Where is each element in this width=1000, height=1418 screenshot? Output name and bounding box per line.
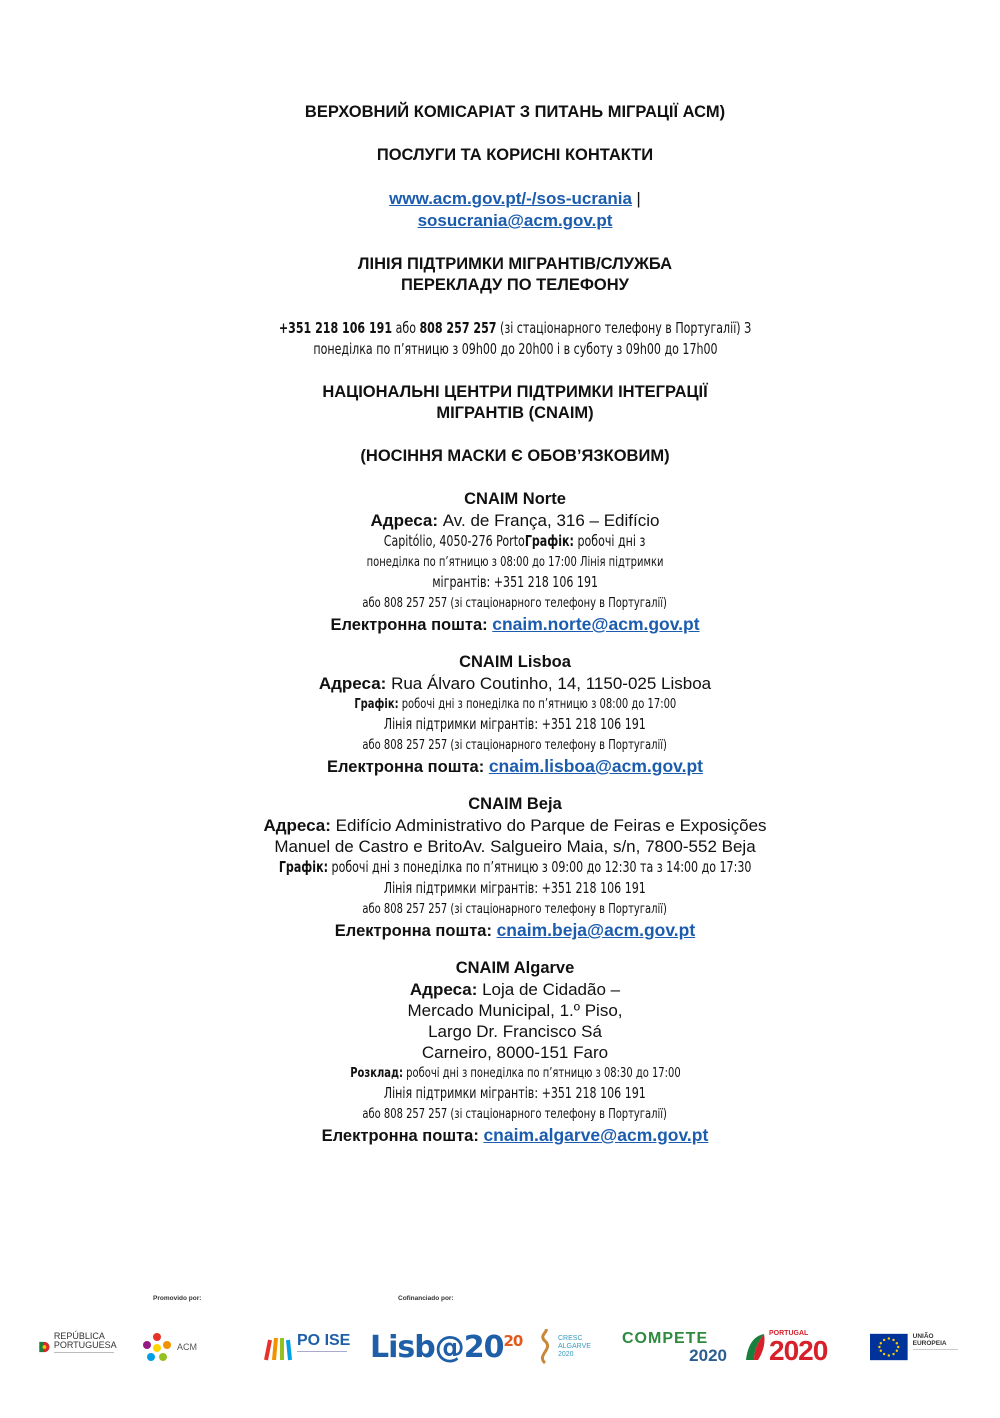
support-line: Лінія підтримки мігрантів: +351 218 106 191 xyxy=(383,715,647,733)
republica-portuguesa-logo xyxy=(38,1325,128,1369)
support-note: (зі стаціонарного телефону в Португалії) З xyxy=(499,319,752,337)
schedule-line: понеділка по п’ятницю з 08:00 до 17:00 Лінія підтримки xyxy=(366,554,664,570)
eu-flag-icon xyxy=(870,1333,908,1361)
schedule-line: робочі дні з понеділка по п’ятницю з 08:00 до 17:00 xyxy=(401,696,676,712)
alt-phone: або 808 257 257 (зі стаціонарного телефону в Португалії) xyxy=(362,737,668,753)
schedule-line: робочі дні з понеділка по п’ятницю з 09:00 до 12:30 та з 14:00 до 17:30 xyxy=(331,858,752,876)
support-phone-1: +351 218 106 191 xyxy=(278,319,393,337)
compete-year: 2020 xyxy=(689,1345,727,1365)
lisboa-sup-text: 20 xyxy=(503,1331,523,1350)
lisboa-2020-logo xyxy=(370,1325,523,1369)
support-line: Лінія підтримки мігрантів: +351 218 106 191 xyxy=(383,1084,647,1102)
address-line: Capitólio, 4050-276 Porto xyxy=(384,532,526,550)
address-label: Адреса: xyxy=(263,816,331,835)
address-line: Manuel de Castro e BritoAv. Salgueiro Maia, s/n, 7800-552 Beja xyxy=(274,837,756,856)
support-line-title-1: ЛІНІЯ ПІДТРИМКИ МІГРАНТІВ/СЛУЖБА xyxy=(357,255,673,273)
schedule-label: Графік: xyxy=(278,858,328,876)
poise-logo xyxy=(262,1325,352,1369)
compete-2020-logo xyxy=(622,1325,732,1369)
support-or: або xyxy=(395,319,416,337)
alt-phone: або 808 257 257 (зі стаціонарного телефону в Португалії) xyxy=(362,901,668,917)
portugal-2020-flag-icon xyxy=(744,1332,766,1362)
email-label: Електронна пошта: xyxy=(330,616,488,634)
cofinanced-by-label: Cofinanciado por: xyxy=(398,1295,454,1302)
footer-logos xyxy=(36,1325,966,1369)
schedule-label: Графік: xyxy=(525,532,575,550)
center-beja-name: CNAIM Beja xyxy=(468,795,562,813)
support-line: Лінія підтримки мігрантів: +351 218 106 191 xyxy=(383,879,647,897)
poise-people-icon xyxy=(262,1332,294,1362)
address-line: Edifício Administrativo do Parque de Feiras e Exposições xyxy=(335,816,767,835)
uniao-europeia-logo xyxy=(870,1325,966,1369)
address-line: Rua Álvaro Coutinho, 14, 1150-025 Lisboa xyxy=(391,674,712,693)
cresc-algarve-logo xyxy=(534,1325,606,1369)
portugal-2020-small-text: PORTUGAL xyxy=(769,1330,809,1337)
support-line-title-2: ПЕРЕКЛАДУ ПО ТЕЛЕФОНУ xyxy=(401,276,629,294)
address-label: Адреса: xyxy=(370,511,438,530)
email-link-lisboa[interactable]: cnaim.lisboa@acm.gov.pt xyxy=(488,756,703,776)
center-algarve-name: CNAIM Algarve xyxy=(455,959,575,977)
schedule-label: Розклад: xyxy=(349,1065,403,1081)
portugal-2020-logo xyxy=(744,1325,854,1369)
address-line: Largo Dr. Francisco Sá xyxy=(428,1022,602,1041)
email-link-beja[interactable]: cnaim.beja@acm.gov.pt xyxy=(496,920,696,940)
support-phone-2: 808 257 257 xyxy=(419,319,497,337)
address-line: Av. de França, 316 – Edifício xyxy=(442,511,660,530)
email-label: Електронна пошта: xyxy=(327,758,485,776)
republica-emblem-icon xyxy=(38,1335,51,1359)
acm-text: ACM xyxy=(177,1342,197,1352)
cresc-swirl-icon xyxy=(534,1329,556,1365)
support-line: мігрантів: +351 218 106 191 xyxy=(432,573,598,591)
portugal-2020-year: 2020 xyxy=(769,1335,828,1366)
email-label: Електронна пошта: xyxy=(321,1127,479,1145)
address-line: Loja de Cidadão – xyxy=(482,980,621,999)
lisboa-text: Lisb@20 xyxy=(370,1329,504,1365)
main-email-link[interactable]: sosucrania@acm.gov.pt xyxy=(417,211,613,230)
address-label: Адреса: xyxy=(318,674,387,693)
alt-phone: або 808 257 257 (зі стаціонарного телефону в Португалії) xyxy=(362,595,668,611)
cresc-text: CRESC ALGARVE 2020 xyxy=(558,1335,591,1358)
center-norte xyxy=(130,489,900,636)
document-content xyxy=(130,102,900,1147)
support-line-info xyxy=(130,318,900,360)
website-link[interactable]: www.acm.gov.pt/-/sos-ucrania xyxy=(389,189,632,208)
address-line: Carneiro, 8000-151 Faro xyxy=(421,1043,609,1062)
address-line: Mercado Municipal, 1.º Piso, xyxy=(407,1001,623,1020)
email-label: Електронна пошта: xyxy=(334,922,492,940)
email-link-algarve[interactable]: cnaim.algarve@acm.gov.pt xyxy=(483,1125,709,1145)
email-link-norte[interactable]: cnaim.norte@acm.gov.pt xyxy=(492,614,700,634)
center-algarve xyxy=(130,958,900,1147)
mask-notice: (НОСІННЯ МАСКИ Є ОБОВ’ЯЗКОВИМ) xyxy=(360,447,670,465)
schedule-line: робочі дні з понеділка по п’ятницю з 08:30 до 17:00 xyxy=(405,1065,681,1081)
address-label: Адреса: xyxy=(409,980,478,999)
center-lisboa-name: CNAIM Lisboa xyxy=(459,653,571,671)
main-title: ВЕРХОВНИЙ КОМІСАРІАТ З ПИТАНЬ МІГРАЦІЇ АСМ) xyxy=(304,103,726,121)
promoted-by-label: Promovido por: xyxy=(153,1295,202,1302)
poise-text: PO ISE xyxy=(297,1331,351,1349)
link-separator: | xyxy=(636,189,641,208)
alt-phone: або 808 257 257 (зі стаціонарного телефону в Португалії) xyxy=(362,1106,668,1122)
centers-title-1: НАЦІОНАЛЬНІ ЦЕНТРИ ПІДТРИМКИ ІНТЕГРАЦІЇ xyxy=(322,383,708,401)
center-lisboa xyxy=(130,652,900,778)
schedule-label: Графік: xyxy=(354,696,399,712)
center-beja xyxy=(130,794,900,942)
centers-title-2: МІГРАНТІВ (CNAIM) xyxy=(436,404,594,422)
main-links xyxy=(130,188,900,232)
ue-text: UNIÃO EUROPEIA xyxy=(912,1332,947,1347)
center-norte-name: CNAIM Norte xyxy=(464,490,566,508)
acm-logo xyxy=(141,1325,236,1369)
services-title: ПОСЛУГИ ТА КОРИСНІ КОНТАКТИ xyxy=(376,146,654,164)
republica-text: REPÚBLICA PORTUGUESA xyxy=(53,1330,117,1350)
support-hours: понеділка по п’ятницю з 09h00 до 20h00 і в суботу з 09h00 до 17h00 xyxy=(312,340,718,358)
acm-star-icon xyxy=(141,1331,173,1363)
schedule-line: робочі дні з xyxy=(577,532,646,550)
compete-text: COMPETE xyxy=(622,1329,709,1347)
